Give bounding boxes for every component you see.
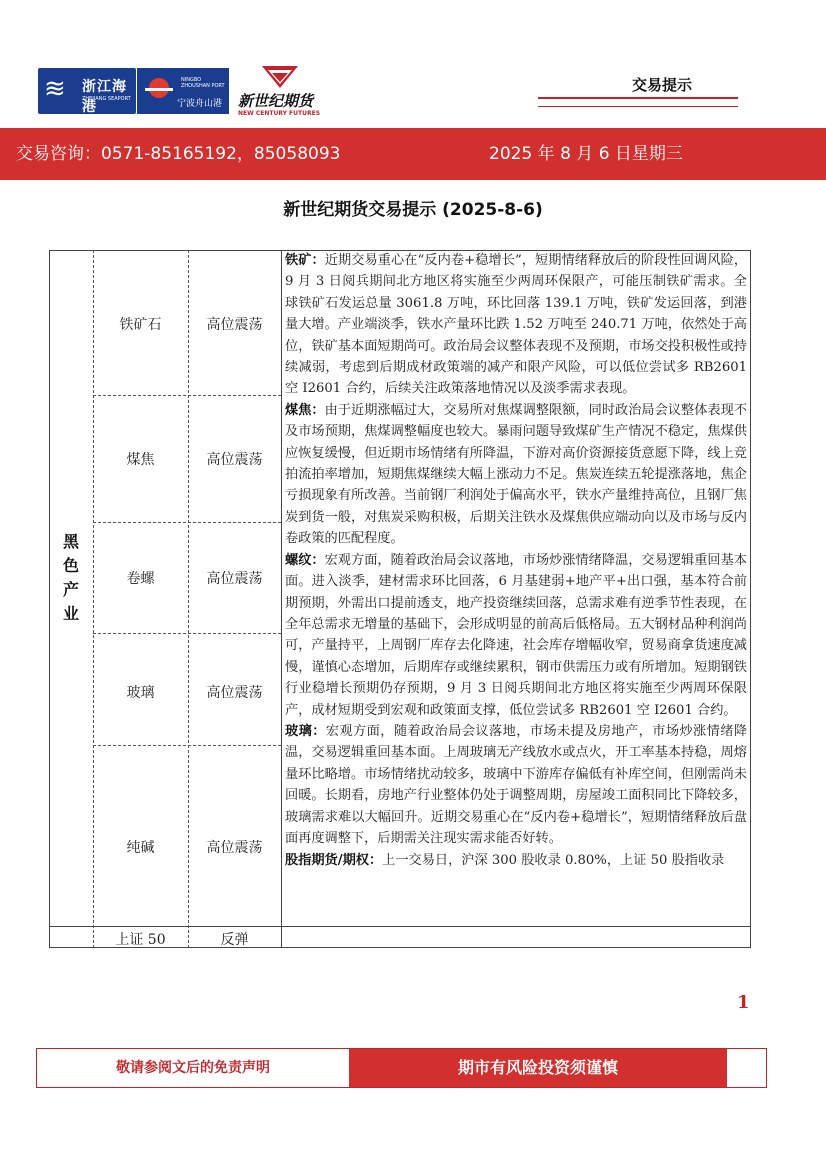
logo-newcentury-en: NEW CENTURY FUTURES [238,110,321,117]
logo-newcentury-text: 新世纪期货 [238,92,314,110]
trend-cell: 高位震荡 [206,317,263,333]
product-cell: 纯碱 [126,840,155,856]
logo-zhejiang-text: 浙江海港 [82,79,127,115]
risk-warning: 期市有风险投资须谨慎 [349,1049,727,1087]
product-cell: 铁矿石 [119,317,162,333]
column-divider [281,250,282,948]
sector-text: 黑色产业 [63,532,80,623]
product-cell: 上证 50 [115,932,166,948]
consult-phone: 交易咨询：0571-85165192，85058093 [16,144,341,164]
wave-icon: ≋ [44,74,66,104]
footer-bar [36,1048,767,1088]
analysis-body: 近期交易重心在“反内卷+稳增长”，短期情绪释放后的阶段性回调风险，9 月 3 日阅兵期间北方地区将实施至少两周环保限产，可能压制铁矿需求。全球铁矿石发运总量 3061.8 万吨，环比回落 139.1 万吨，铁矿发运回落，到港量大增。产业端淡季，铁水产量环比跌 1.52 万吨至 240.71 万吨，依然处于高位，铁矿基本面短期尚可。政治局会议整体表现不及预期，市场交投积极性或持续减弱，考虑到后期成材政策端的减产和限产风险，可以低位尝试多 RB2601 空 I2601 合约，后续关注政策落地情况以及淡季需求表现。 [285,253,748,397]
trading-tips-table [49,250,751,948]
row-divider [93,745,281,746]
analysis-label: 玻璃： [285,723,326,739]
ningbo-port-logo [137,68,229,114]
page-number: 1 [737,992,750,1013]
sea-line-icon [145,88,173,91]
logo-ningbo-en: NINGBO ZHOUSHAN PORT [181,77,225,89]
analysis-iron-ore [285,250,747,400]
row-divider [93,522,281,523]
logo-ningbo-text: 宁波舟山港 [177,99,223,109]
trend-cell: 高位震荡 [206,840,263,856]
trend-cell: 高位震荡 [206,571,263,587]
report-date: 2025 年 8 月 6 日星期三 [489,144,683,164]
disclaimer-link[interactable]: 敬请参阅文后的免责声明 [116,1060,270,1076]
analysis-glass [285,721,747,849]
analysis-label: 螺纹： [285,552,325,568]
analysis-body: 宏观方面，随着政治局会议落地，市场炒涨情绪降温，交易逻辑重回基本面。进入淡季，建材需求环比回落，6 月基建弱+地产平+出口强，基本符合前期预期，外需出口提前透支，地产投资继续回落，总需求难有逆季节性表现，在全年总需求无增量的基础下，会形成明显的前高后低格局。五大钢材品种利润尚可，产量持平，上周钢厂库存去化降速，社会库存增幅收窄，贸易商拿货速度减慢，谨慎心态增加，后期库存或继续累积，钢市供需压力或有所增加。短期钢铁行业稳增长预期仍存预期，9 月 3 日阅兵期间北方地区将实施至少两周环保限产，成材短期受到宏观和政策面支撑，低位尝试多 RB2601 空 I2601 合约。 [285,552,748,718]
contact-banner [0,128,826,180]
analysis-body: 宏观方面，随着政治局会议落地，市场未提及房地产，市场炒涨情绪降温，交易逻辑重回基本面。上周玻璃无产线放水或点火，开工率基本持稳，周熔量环比略增。市场情绪扰动较多，玻璃中下游库存偏低有补库空间，但刚需尚未回暖。长期看，房地产行业整体仍处于调整周期，房屋竣工面积同比下降较多，玻璃需求难以大幅回升。近期交易重心在“反内卷+稳增长”，短期情绪释放后盘面再度调整下，后期需关注现实需求能否好转。 [285,723,748,846]
product-cell: 煤焦 [126,452,155,468]
section-title: 交易提示 [632,76,693,94]
analysis-index-futures [285,850,747,871]
analysis-label: 股指期货/期权： [285,853,383,869]
row-divider [93,395,281,396]
analysis-body: 上一交易日，沪深 300 股收录 0.80%，上证 50 股指收录 [382,853,725,869]
page-title: 新世纪期货交易提示 (2025-8-6) [283,200,543,220]
zhejiang-seaport-logo [38,68,136,114]
new-century-futures-logo [238,64,328,126]
trend-cell: 高位震荡 [206,452,263,468]
analysis-label: 铁矿： [285,253,325,268]
product-cell: 玻璃 [126,685,155,701]
wing-icon [260,64,300,90]
row-divider [93,633,281,634]
logo-zhejiang-en: ZHEJIANG SEAPORT [82,96,131,102]
trend-cell: 反弹 [220,932,249,948]
table-row-divider [49,926,751,927]
table-right-border [750,250,751,948]
analysis-body: 由于近期涨幅过大，交易所对焦煤调整限额，同时政治局会议整体表现不及市场预期，焦煤调整幅度也较大。暴雨问题导致煤矿生产情况不稳定，焦煤供应恢复缓慢，但近期市场情绪有所降温，下游对高价资源接货意愿下降，线上竞拍流拍率增加，短期焦煤继续大幅上涨动力不足。焦炭连续五轮提涨落地，焦企亏损现象有所改善。当前钢厂利润处于偏高水平，铁水产量维持高位，且钢厂焦炭到货一般，对焦炭采购积极，后期关注铁水及煤焦供应端动向以及市场与反内卷政策的匹配程度。 [285,402,748,547]
analysis-rebar [285,550,747,721]
header-rule [538,97,738,99]
analysis-text [285,250,747,872]
analysis-label: 煤焦： [285,402,325,418]
product-cell: 卷螺 [126,571,155,587]
analysis-coking-coal [285,400,747,550]
trend-cell: 高位震荡 [206,685,263,701]
header-rule-thin [538,106,738,107]
sector-label [49,530,93,626]
